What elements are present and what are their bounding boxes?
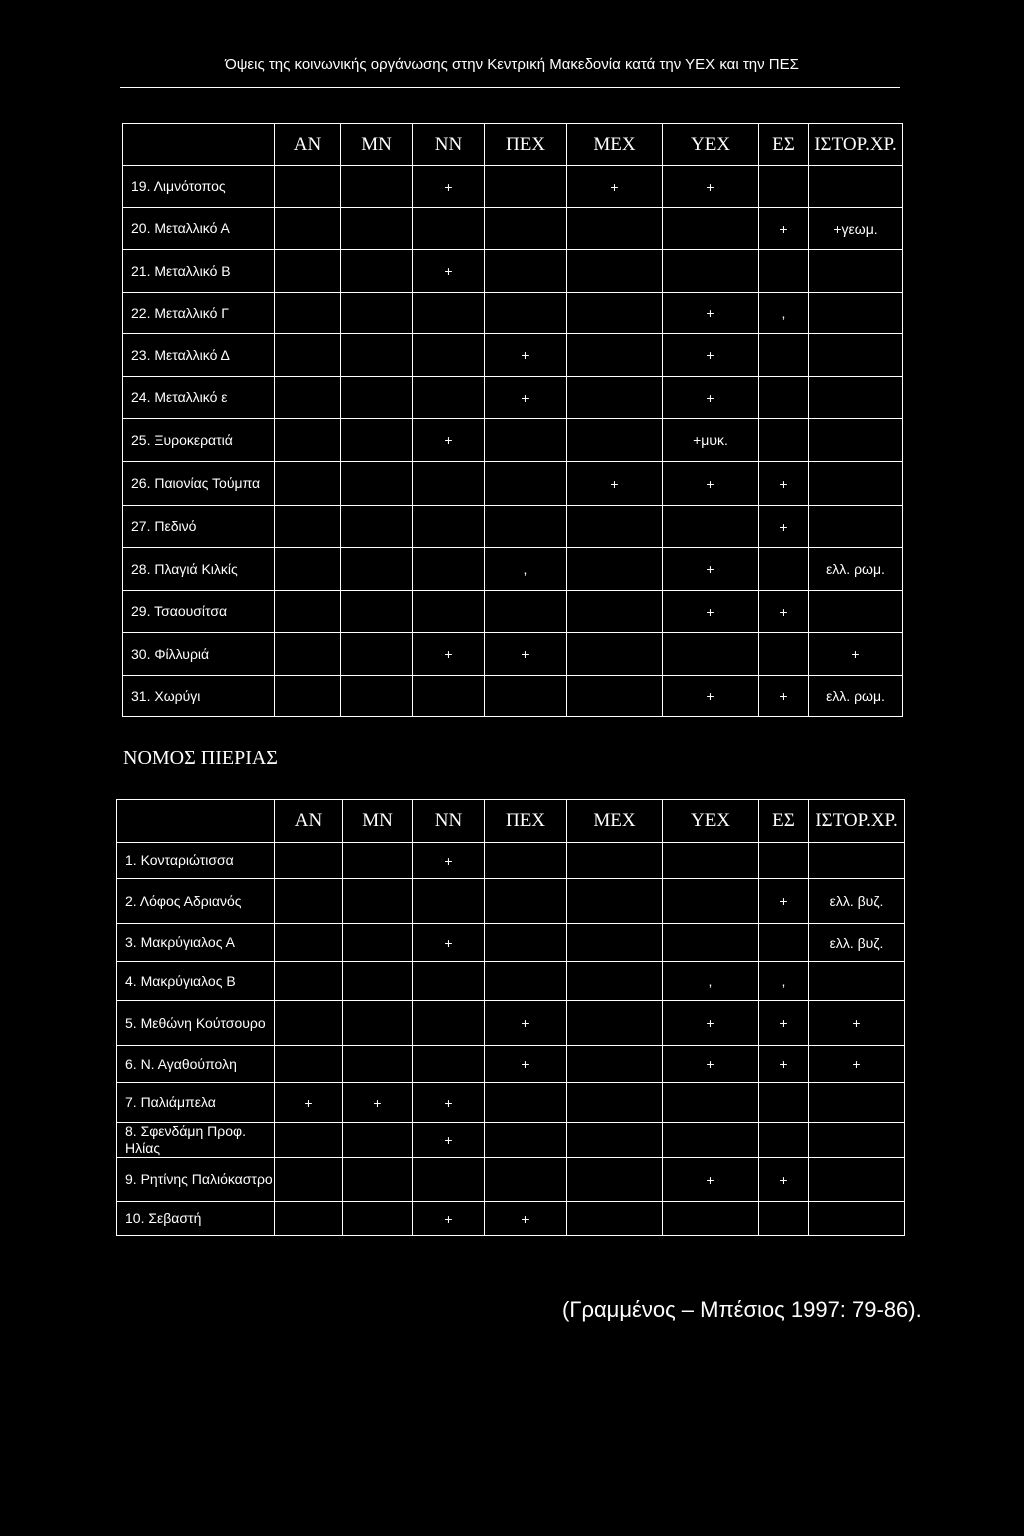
table-cell bbox=[275, 879, 343, 924]
table-body bbox=[117, 843, 905, 1236]
page-header: Όψεις της κοινωνικής οργάνωσης στην Κεντρική Μακεδονία κατά την ΥΕΧ και την ΠΕΣ bbox=[225, 56, 799, 73]
header-rule bbox=[120, 87, 900, 88]
table-cell bbox=[275, 1123, 343, 1158]
table-cell bbox=[413, 1001, 485, 1046]
table-cell bbox=[567, 506, 663, 548]
table-cell: + bbox=[663, 1046, 759, 1083]
table-cell bbox=[275, 208, 341, 250]
table-cell bbox=[275, 924, 343, 962]
table-cell bbox=[413, 462, 485, 506]
table-cell bbox=[275, 1001, 343, 1046]
table-cell: + bbox=[809, 1046, 905, 1083]
column-header: ΑΝ bbox=[275, 124, 341, 166]
site-name-cell: 22. Μεταλλικό Γ bbox=[123, 293, 275, 334]
site-name-cell: 9. Ρητίνης Παλιόκαστρο bbox=[117, 1158, 275, 1202]
table-cell: + bbox=[413, 250, 485, 293]
site-name-cell: 8. Σφενδάμη Προφ. Ηλίας bbox=[117, 1123, 275, 1158]
site-name-cell: 4. Μακρύγιαλος Β bbox=[117, 962, 275, 1001]
table-cell: + bbox=[759, 1001, 809, 1046]
table-cell bbox=[275, 962, 343, 1001]
column-header: ΠΕΧ bbox=[485, 124, 567, 166]
table-cell bbox=[413, 293, 485, 334]
column-header: ΥΕΧ bbox=[663, 124, 759, 166]
table-cell bbox=[809, 377, 903, 419]
table-cell bbox=[663, 1202, 759, 1236]
table-row bbox=[117, 1083, 905, 1123]
table-row bbox=[117, 924, 905, 962]
table-cell bbox=[275, 843, 343, 879]
table-cell bbox=[759, 1202, 809, 1236]
table-cell: + bbox=[759, 676, 809, 717]
table-cell bbox=[663, 843, 759, 879]
table-cell: + bbox=[663, 462, 759, 506]
table-cell bbox=[663, 250, 759, 293]
site-name-cell: 24. Μεταλλικό ε bbox=[123, 377, 275, 419]
table-cell bbox=[413, 506, 485, 548]
table-cell bbox=[809, 1158, 905, 1202]
table-cell: + bbox=[343, 1083, 413, 1123]
table-cell bbox=[413, 334, 485, 377]
table-cell bbox=[341, 506, 413, 548]
column-header: ΕΣ bbox=[759, 800, 809, 843]
table-cell bbox=[413, 548, 485, 591]
table-cell bbox=[275, 633, 341, 676]
table-cell: + bbox=[413, 924, 485, 962]
table-row bbox=[123, 208, 903, 250]
table-cell bbox=[567, 293, 663, 334]
site-name-cell: 29. Τσαουσίτσα bbox=[123, 591, 275, 633]
table-cell: + bbox=[663, 591, 759, 633]
table-cell bbox=[341, 591, 413, 633]
table-header-row bbox=[117, 800, 905, 843]
table-cell bbox=[485, 843, 567, 879]
table-cell bbox=[485, 591, 567, 633]
site-name-cell: 20. Μεταλλικό Α bbox=[123, 208, 275, 250]
table-cell: + bbox=[485, 633, 567, 676]
table-row bbox=[123, 506, 903, 548]
table-cell bbox=[485, 962, 567, 1001]
table-cell: + bbox=[485, 334, 567, 377]
table-cell bbox=[809, 1202, 905, 1236]
table-cell bbox=[567, 843, 663, 879]
site-name-cell: 30. Φίλλυριά bbox=[123, 633, 275, 676]
table-cell: + bbox=[663, 293, 759, 334]
table-cell bbox=[275, 293, 341, 334]
table-cell: + bbox=[413, 166, 485, 208]
table-cell bbox=[275, 1158, 343, 1202]
table-cell bbox=[275, 1202, 343, 1236]
table-cell bbox=[275, 250, 341, 293]
column-header: ΥΕΧ bbox=[663, 800, 759, 843]
table-cell bbox=[809, 250, 903, 293]
table-cell bbox=[413, 1158, 485, 1202]
site-name-cell: 3. Μακρύγιαλος Α bbox=[117, 924, 275, 962]
table-cell: , bbox=[485, 548, 567, 591]
table-header-row bbox=[123, 124, 903, 166]
header-corner-cell bbox=[117, 800, 275, 843]
table-cell bbox=[343, 924, 413, 962]
column-header: ΜΝ bbox=[343, 800, 413, 843]
table-cell: + bbox=[663, 548, 759, 591]
table-cell bbox=[341, 633, 413, 676]
table-cell bbox=[343, 1202, 413, 1236]
table-cell: + bbox=[759, 1046, 809, 1083]
table-cell bbox=[759, 1123, 809, 1158]
table-cell bbox=[809, 1083, 905, 1123]
table-cell bbox=[567, 1202, 663, 1236]
table-cell bbox=[343, 1046, 413, 1083]
table-cell bbox=[809, 419, 903, 462]
table-cell bbox=[341, 377, 413, 419]
table-cell: , bbox=[759, 293, 809, 334]
table-cell bbox=[413, 676, 485, 717]
site-name-cell: 26. Παιονίας Τούμπα bbox=[123, 462, 275, 506]
table-row bbox=[123, 377, 903, 419]
table-cell bbox=[341, 676, 413, 717]
table-cell bbox=[275, 334, 341, 377]
table-cell bbox=[275, 462, 341, 506]
column-header: ΙΣΤΟΡ.ΧΡ. bbox=[809, 124, 903, 166]
table-cell bbox=[341, 293, 413, 334]
table-cell bbox=[413, 879, 485, 924]
table-cell: + bbox=[567, 462, 663, 506]
site-name-cell: 28. Πλαγιά Κιλκίς bbox=[123, 548, 275, 591]
table-cell bbox=[663, 506, 759, 548]
table-row bbox=[117, 1001, 905, 1046]
table-cell bbox=[759, 377, 809, 419]
table-cell bbox=[413, 377, 485, 419]
table-cell bbox=[341, 166, 413, 208]
table-cell bbox=[567, 1123, 663, 1158]
table-cell bbox=[567, 962, 663, 1001]
table-row bbox=[123, 633, 903, 676]
table-cell bbox=[567, 1046, 663, 1083]
column-header: ΝΝ bbox=[413, 800, 485, 843]
citation: (Γραμμένος – Μπέσιος 1997: 79-86). bbox=[562, 1297, 922, 1322]
table-cell: + bbox=[759, 1158, 809, 1202]
section-title: ΝΟΜΟΣ ΠΙΕΡΙΑΣ bbox=[123, 747, 278, 769]
site-name-cell: 10. Σεβαστή bbox=[117, 1202, 275, 1236]
table-row bbox=[123, 334, 903, 377]
column-header: ΑΝ bbox=[275, 800, 343, 843]
table-row bbox=[117, 962, 905, 1001]
table-cell: + bbox=[663, 1158, 759, 1202]
table-cell: , bbox=[663, 962, 759, 1001]
table-cell bbox=[567, 591, 663, 633]
table-row bbox=[117, 843, 905, 879]
table-cell: + bbox=[485, 1202, 567, 1236]
table-cell: + bbox=[663, 676, 759, 717]
table-cell bbox=[485, 1123, 567, 1158]
table-cell: + bbox=[413, 419, 485, 462]
table-row bbox=[123, 166, 903, 208]
table-cell bbox=[567, 1001, 663, 1046]
table-cell bbox=[485, 506, 567, 548]
table-cell: ελλ. ρωμ. bbox=[809, 548, 903, 591]
table-cell bbox=[759, 419, 809, 462]
table-cell bbox=[485, 1158, 567, 1202]
table-cell bbox=[341, 419, 413, 462]
table-cell bbox=[275, 676, 341, 717]
table-row bbox=[123, 676, 903, 717]
table-cell bbox=[809, 334, 903, 377]
table-row bbox=[123, 548, 903, 591]
table-cell bbox=[343, 1158, 413, 1202]
table-body bbox=[123, 166, 903, 717]
table-cell bbox=[485, 676, 567, 717]
table-cell bbox=[567, 1083, 663, 1123]
table-cell: + bbox=[275, 1083, 343, 1123]
table-cell bbox=[663, 633, 759, 676]
table-cell bbox=[343, 879, 413, 924]
table-cell bbox=[485, 462, 567, 506]
table-cell bbox=[663, 208, 759, 250]
header-corner-cell bbox=[123, 124, 275, 166]
column-header: ΜΕΧ bbox=[567, 800, 663, 843]
table-cell bbox=[413, 208, 485, 250]
table-cell bbox=[809, 166, 903, 208]
table-cell: + bbox=[759, 462, 809, 506]
table-cell: + bbox=[759, 591, 809, 633]
table-row bbox=[117, 1046, 905, 1083]
table-cell: + bbox=[413, 1083, 485, 1123]
table-cell bbox=[759, 334, 809, 377]
table-cell: + bbox=[759, 208, 809, 250]
table-cell bbox=[809, 962, 905, 1001]
table-cell bbox=[759, 1083, 809, 1123]
table-cell bbox=[341, 462, 413, 506]
column-header: ΜΝ bbox=[341, 124, 413, 166]
column-header: ΝΝ bbox=[413, 124, 485, 166]
table-cell bbox=[809, 293, 903, 334]
table-cell bbox=[663, 879, 759, 924]
column-header: ΠΕΧ bbox=[485, 800, 567, 843]
table-cell: + bbox=[809, 1001, 905, 1046]
table-cell bbox=[567, 633, 663, 676]
table-cell bbox=[275, 548, 341, 591]
table-cell bbox=[567, 676, 663, 717]
table-cell bbox=[413, 1046, 485, 1083]
table-cell: + bbox=[759, 879, 809, 924]
column-header: ΜΕΧ bbox=[567, 124, 663, 166]
table-cell bbox=[343, 962, 413, 1001]
table-cell: + bbox=[485, 1001, 567, 1046]
site-name-cell: 27. Πεδινό bbox=[123, 506, 275, 548]
table-cell bbox=[759, 633, 809, 676]
table-cell bbox=[485, 1083, 567, 1123]
site-name-cell: 6. Ν. Αγαθούπολη bbox=[117, 1046, 275, 1083]
table-row bbox=[123, 419, 903, 462]
table-cell: + bbox=[663, 166, 759, 208]
table-row bbox=[117, 1202, 905, 1236]
table-row bbox=[117, 879, 905, 924]
table-cell: + bbox=[663, 1001, 759, 1046]
table-cell bbox=[341, 334, 413, 377]
table-cell bbox=[485, 879, 567, 924]
table-cell bbox=[567, 377, 663, 419]
table-cell: +γεωμ. bbox=[809, 208, 903, 250]
table-cell: ελλ. βυζ. bbox=[809, 924, 905, 962]
table-cell bbox=[485, 166, 567, 208]
table-cell bbox=[343, 1123, 413, 1158]
table-cell bbox=[275, 506, 341, 548]
table-cell: + bbox=[485, 377, 567, 419]
table-cell bbox=[567, 419, 663, 462]
table-cell bbox=[413, 591, 485, 633]
table-cell: + bbox=[485, 1046, 567, 1083]
table-cell bbox=[485, 250, 567, 293]
table-cell bbox=[275, 591, 341, 633]
table-cell bbox=[759, 166, 809, 208]
table-cell bbox=[341, 250, 413, 293]
table-cell bbox=[567, 208, 663, 250]
site-name-cell: 21. Μεταλλικό Β bbox=[123, 250, 275, 293]
table-cell: + bbox=[413, 843, 485, 879]
site-name-cell: 31. Χωρύγι bbox=[123, 676, 275, 717]
table-cell bbox=[567, 334, 663, 377]
table-cell bbox=[485, 419, 567, 462]
table-row bbox=[123, 591, 903, 633]
table-cell bbox=[663, 924, 759, 962]
table-cell bbox=[485, 293, 567, 334]
table-cell: + bbox=[663, 334, 759, 377]
column-header: ΕΣ bbox=[759, 124, 809, 166]
site-name-cell: 5. Μεθώνη Κούτσουρο bbox=[117, 1001, 275, 1046]
table-cell: + bbox=[413, 1123, 485, 1158]
table-cell bbox=[341, 208, 413, 250]
table-cell bbox=[275, 1046, 343, 1083]
column-header: ΙΣΤΟΡ.ΧΡ. bbox=[809, 800, 905, 843]
table-cell bbox=[567, 1158, 663, 1202]
table-cell bbox=[567, 250, 663, 293]
table-cell: , bbox=[759, 962, 809, 1001]
table-cell bbox=[759, 924, 809, 962]
table-cell bbox=[275, 419, 341, 462]
table-cell bbox=[343, 1001, 413, 1046]
table-cell bbox=[275, 377, 341, 419]
table-cell bbox=[809, 591, 903, 633]
table-cell bbox=[567, 924, 663, 962]
table-cell bbox=[759, 548, 809, 591]
site-name-cell: 2. Λόφος Αδριανός bbox=[117, 879, 275, 924]
table-cell: + bbox=[663, 377, 759, 419]
table-cell bbox=[663, 1083, 759, 1123]
table-cell bbox=[567, 879, 663, 924]
table-cell bbox=[759, 843, 809, 879]
table-cell bbox=[809, 462, 903, 506]
table-row bbox=[123, 462, 903, 506]
table-cell: + bbox=[809, 633, 903, 676]
table-row bbox=[117, 1158, 905, 1202]
table-cell: + bbox=[413, 633, 485, 676]
table-cell bbox=[809, 1123, 905, 1158]
sites-table-kilkis bbox=[122, 123, 903, 717]
table-cell: ελλ. βυζ. bbox=[809, 879, 905, 924]
table-cell: + bbox=[413, 1202, 485, 1236]
table-cell bbox=[485, 924, 567, 962]
site-name-cell: 7. Παλιάμπελα bbox=[117, 1083, 275, 1123]
table-cell: +μυκ. bbox=[663, 419, 759, 462]
table-cell bbox=[275, 166, 341, 208]
table-cell bbox=[343, 843, 413, 879]
table-cell bbox=[809, 843, 905, 879]
table-cell bbox=[413, 962, 485, 1001]
table-cell: + bbox=[759, 506, 809, 548]
table-row bbox=[117, 1123, 905, 1158]
table-cell bbox=[759, 250, 809, 293]
site-name-cell: 19. Λιμνότοπος bbox=[123, 166, 275, 208]
table-cell bbox=[341, 548, 413, 591]
sites-table-pieria bbox=[116, 799, 905, 1236]
table-cell bbox=[485, 208, 567, 250]
table-row bbox=[123, 293, 903, 334]
table-cell bbox=[567, 548, 663, 591]
site-name-cell: 1. Κονταριώτισσα bbox=[117, 843, 275, 879]
site-name-cell: 23. Μεταλλικό Δ bbox=[123, 334, 275, 377]
table-cell bbox=[663, 1123, 759, 1158]
table-cell bbox=[809, 506, 903, 548]
site-name-cell: 25. Ξυροκερατιά bbox=[123, 419, 275, 462]
table-cell: + bbox=[567, 166, 663, 208]
table-cell: ελλ. ρωμ. bbox=[809, 676, 903, 717]
table-row bbox=[123, 250, 903, 293]
